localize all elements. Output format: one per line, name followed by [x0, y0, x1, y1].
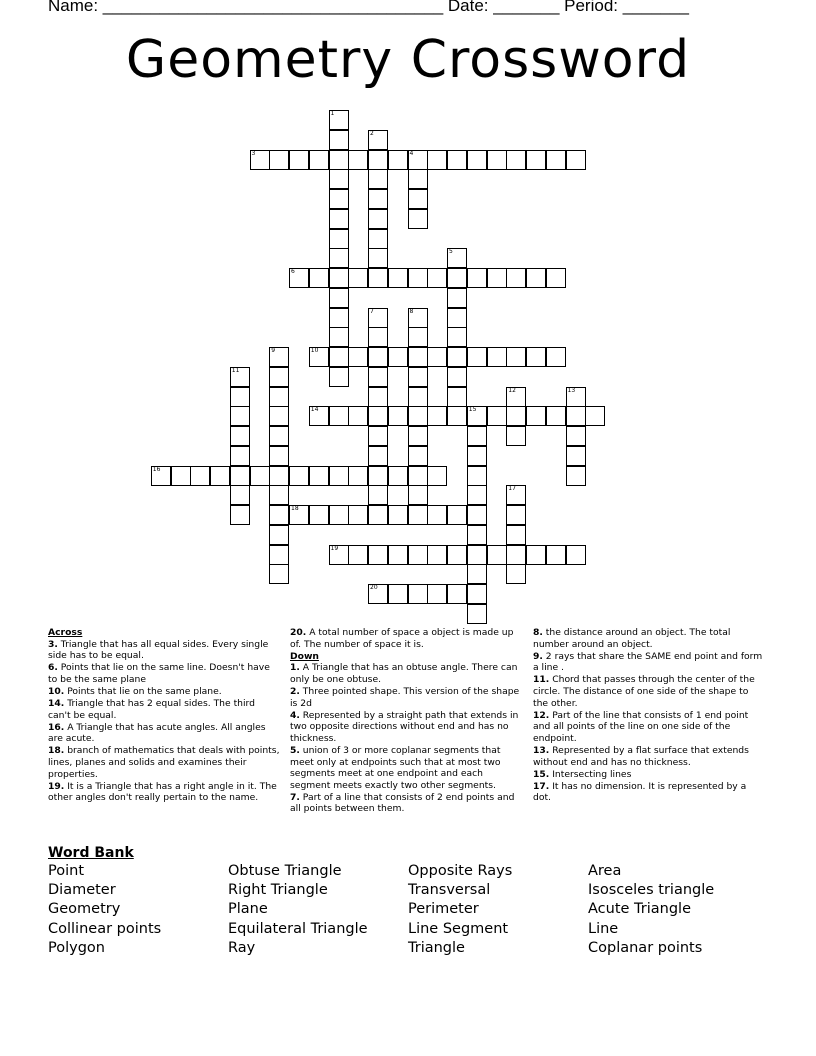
- clue-number-label: 2: [370, 129, 374, 137]
- clue-number-label: 9: [271, 347, 276, 354]
- crossword-cell[interactable]: [250, 466, 270, 486]
- word-bank-item: Area: [588, 863, 622, 879]
- word-bank-item: Line Segment: [408, 920, 509, 937]
- crossword-cell[interactable]: [427, 584, 447, 604]
- word-bank-title: Word Bank: [48, 845, 134, 861]
- clue-number-label: 1: [330, 110, 335, 117]
- clue-number: 10.: [48, 685, 65, 697]
- crossword-cell[interactable]: [329, 545, 349, 565]
- crossword-cell[interactable]: [467, 150, 487, 170]
- crossword-cell[interactable]: [309, 268, 329, 288]
- crossword-cell[interactable]: [289, 505, 309, 525]
- word-bank-item: Perimeter: [408, 901, 479, 918]
- crossword-cell[interactable]: [329, 130, 349, 150]
- crossword-cell[interactable]: [269, 387, 289, 407]
- crossword-cell[interactable]: [368, 150, 388, 170]
- crossword-cell[interactable]: [368, 485, 388, 505]
- crossword-cell[interactable]: [447, 288, 467, 308]
- crossword-cell[interactable]: [566, 466, 586, 486]
- crossword-cell[interactable]: [467, 466, 487, 486]
- page-title: Geometry Crossword: [125, 30, 691, 90]
- crossword-cell[interactable]: [447, 248, 467, 268]
- crossword-cell[interactable]: [408, 426, 428, 446]
- clue-number-label: 15: [468, 406, 477, 414]
- crossword-cell[interactable]: [329, 288, 349, 308]
- crossword-cell[interactable]: [348, 545, 368, 565]
- crossword-cell[interactable]: [269, 426, 289, 446]
- crossword-cell[interactable]: [269, 367, 289, 387]
- clue-item: [290, 710, 524, 745]
- clue-text: A Triangle that has an obtuse angle. There can only be one obtuse.: [290, 662, 518, 685]
- word-bank-column-2: [228, 862, 368, 958]
- crossword-cell[interactable]: [329, 209, 349, 229]
- clue-text: Part of the line that consists of 1 end point and all points of the line on one side of the endpoint.: [533, 709, 749, 744]
- crossword-cell[interactable]: [447, 584, 467, 604]
- crossword-cell[interactable]: [269, 525, 289, 545]
- crossword-cell[interactable]: [329, 367, 349, 387]
- crossword-cell[interactable]: [447, 308, 467, 328]
- crossword-cell[interactable]: [427, 150, 447, 170]
- crossword-cell[interactable]: [329, 308, 349, 328]
- crossword-cell[interactable]: [388, 584, 408, 604]
- crossword-cell[interactable]: [566, 150, 586, 170]
- name-date-period-line: Name: ____________________________________ Date: _______ Period: _______: [48, 0, 689, 15]
- crossword-cell[interactable]: [408, 545, 428, 565]
- crossword-cell[interactable]: [447, 150, 467, 170]
- clue-item: [48, 745, 280, 780]
- clue-number: 15.: [533, 768, 550, 780]
- clue-number-label: 6: [291, 268, 295, 275]
- crossword-cell[interactable]: [467, 268, 487, 288]
- clue-item: [533, 674, 763, 709]
- crossword-cell[interactable]: [368, 505, 388, 525]
- crossword-cell[interactable]: [368, 367, 388, 387]
- crossword-cell[interactable]: [289, 466, 309, 486]
- clue-text: Triangle that has 2 equal sides. The third can't be equal.: [48, 698, 256, 721]
- crossword-cell[interactable]: [427, 347, 447, 367]
- crossword-cell[interactable]: [309, 466, 329, 486]
- crossword-cell[interactable]: [368, 169, 388, 189]
- crossword-cell[interactable]: [230, 485, 250, 505]
- crossword-cell[interactable]: [546, 150, 566, 170]
- crossword-cell[interactable]: [269, 347, 289, 367]
- crossword-cell[interactable]: [467, 564, 487, 584]
- clue-column-2: [290, 627, 524, 816]
- crossword-cell[interactable]: [447, 367, 467, 387]
- crossword-cell[interactable]: [447, 327, 467, 347]
- crossword-cell[interactable]: [329, 466, 349, 486]
- crossword-cell[interactable]: [447, 347, 467, 367]
- crossword-cell[interactable]: [329, 169, 349, 189]
- word-bank-item: Point: [48, 863, 85, 879]
- crossword-cell[interactable]: [566, 545, 586, 565]
- clue-text: the distance around an object. The total number around an object.: [533, 627, 731, 650]
- clue-item: [533, 651, 763, 674]
- crossword-cell[interactable]: [368, 308, 388, 328]
- crossword-cell[interactable]: [467, 426, 487, 446]
- crossword-cell[interactable]: [487, 545, 507, 565]
- crossword-cell[interactable]: [408, 485, 428, 505]
- clue-text: Points that lie on the same plane.: [64, 685, 222, 697]
- crossword-cell[interactable]: [368, 268, 388, 288]
- crossword-cell[interactable]: [269, 485, 289, 505]
- word-bank-item: Obtuse Triangle: [228, 863, 342, 879]
- crossword-cell[interactable]: [427, 268, 447, 288]
- crossword-cell[interactable]: [329, 110, 349, 130]
- clue-number: 5.: [290, 744, 300, 756]
- crossword-cell[interactable]: [329, 189, 349, 209]
- crossword-cell[interactable]: [190, 466, 210, 486]
- clue-number-label: 8: [409, 307, 414, 315]
- crossword-cell[interactable]: [487, 406, 507, 426]
- word-bank-item: Ray: [228, 939, 256, 956]
- crossword-cell[interactable]: [329, 229, 349, 249]
- clue-number: 16.: [48, 721, 65, 733]
- crossword-cell[interactable]: [487, 347, 507, 367]
- crossword-cell[interactable]: [427, 466, 447, 486]
- crossword-cell[interactable]: [566, 387, 586, 407]
- word-bank-item: Acute Triangle: [588, 901, 691, 918]
- clue-text: It is a Triangle that has a right angle in it. The other angles don't really pertain to the name.: [48, 780, 277, 804]
- clue-number-label: 10: [310, 347, 319, 354]
- clue-text: 2 rays that share the SAME end point and form a line .: [533, 650, 763, 674]
- clue-item: [533, 781, 763, 804]
- clue-column-1: [48, 627, 280, 804]
- crossword-cell[interactable]: [506, 525, 526, 545]
- crossword-cell[interactable]: [230, 406, 250, 426]
- clue-number-label: 19: [330, 544, 339, 552]
- crossword-cell[interactable]: [230, 466, 250, 486]
- clue-number: 8.: [533, 627, 543, 638]
- crossword-cell[interactable]: [368, 406, 388, 426]
- crossword-cell[interactable]: [329, 327, 349, 347]
- crossword-cell[interactable]: [368, 327, 388, 347]
- crossword-cell[interactable]: [506, 387, 526, 407]
- clue-item: [290, 745, 524, 791]
- crossword-cell[interactable]: [467, 347, 487, 367]
- clue-number: 7.: [290, 791, 300, 803]
- clue-number: 11.: [533, 674, 550, 686]
- crossword-cell[interactable]: [546, 268, 566, 288]
- crossword-cell[interactable]: [368, 446, 388, 466]
- clue-text: Represented by a straight path that extends in two opposite directions without end and has no thickness.: [290, 709, 519, 744]
- crossword-cell[interactable]: [348, 150, 368, 170]
- crossword-cell[interactable]: [329, 347, 349, 367]
- crossword-cell[interactable]: [467, 406, 487, 426]
- crossword-cell[interactable]: [408, 584, 428, 604]
- clue-text: It has no dimension. It is represented by a dot.: [533, 780, 747, 804]
- clue-text: Chord that passes through the center of the circle. The distance of one side of the shape to the other.: [533, 674, 755, 709]
- clue-number-label: 16: [152, 465, 161, 473]
- crossword-cell[interactable]: [309, 505, 329, 525]
- crossword-cell[interactable]: [506, 268, 526, 288]
- clue-number: 18.: [48, 745, 65, 757]
- clue-text: branch of mathematics that deals with points, lines, planes and solids and examines their properties.: [48, 745, 280, 780]
- crossword-cell[interactable]: [348, 406, 368, 426]
- crossword-cell[interactable]: [467, 505, 487, 525]
- clue-number-label: 11: [231, 366, 240, 374]
- crossword-cell[interactable]: [467, 485, 487, 505]
- crossword-cell[interactable]: [210, 466, 230, 486]
- crossword-cell[interactable]: [408, 505, 428, 525]
- crossword-cell[interactable]: [427, 545, 447, 565]
- crossword-cell[interactable]: [447, 406, 467, 426]
- clue-number-label: 3: [251, 149, 256, 157]
- crossword-cell[interactable]: [526, 545, 546, 565]
- crossword-cell[interactable]: [408, 347, 428, 367]
- crossword-cell[interactable]: [447, 268, 467, 288]
- clue-text: Three pointed shape. This version of the shape is 2d: [290, 685, 520, 709]
- clue-text: A total number of space a object is made up of. The number of space it is.: [290, 627, 514, 650]
- clue-item: [48, 662, 280, 685]
- crossword-cell[interactable]: [408, 150, 428, 170]
- crossword-cell[interactable]: [467, 545, 487, 565]
- crossword-cell[interactable]: [447, 545, 467, 565]
- clue-number: 12.: [533, 709, 550, 721]
- crossword-cell[interactable]: [348, 466, 368, 486]
- crossword-cell[interactable]: [388, 406, 408, 426]
- clue-number-label: 17: [508, 485, 516, 493]
- crossword-cell[interactable]: [388, 545, 408, 565]
- word-bank-item: Transversal: [408, 882, 491, 899]
- crossword-cell[interactable]: [388, 505, 408, 525]
- crossword-cell[interactable]: [506, 545, 526, 565]
- crossword-cell[interactable]: [329, 150, 349, 170]
- crossword-cell[interactable]: [447, 387, 467, 407]
- crossword-cell[interactable]: [329, 248, 349, 268]
- crossword-cell[interactable]: [368, 426, 388, 446]
- crossword-cell[interactable]: [368, 189, 388, 209]
- crossword-cell[interactable]: [408, 387, 428, 407]
- crossword-cell[interactable]: [506, 347, 526, 367]
- crossword-cell[interactable]: [368, 387, 388, 407]
- clue-number: 1.: [290, 662, 300, 674]
- clue-number: 17.: [533, 780, 550, 792]
- crossword-cell[interactable]: [408, 327, 428, 347]
- crossword-cell[interactable]: [467, 446, 487, 466]
- clue-number-label: 13: [567, 386, 576, 394]
- word-bank-column-1: [48, 862, 161, 958]
- clue-text: Points that lie on the same line. Doesn't have to be the same plane: [48, 662, 270, 685]
- clue-section-heading: Down: [290, 650, 319, 662]
- word-bank-item: Right Triangle: [228, 882, 328, 899]
- crossword-cell[interactable]: [348, 505, 368, 525]
- crossword-cell[interactable]: [250, 150, 270, 170]
- word-bank-column-4: [588, 862, 714, 958]
- crossword-cell[interactable]: [487, 268, 507, 288]
- clue-number-label: 4: [409, 149, 414, 157]
- clue-number: 4.: [290, 709, 300, 721]
- crossword-cell[interactable]: [487, 150, 507, 170]
- clue-number: 20.: [290, 627, 307, 638]
- crossword-cell[interactable]: [348, 268, 368, 288]
- word-bank-item: Plane: [228, 901, 268, 918]
- crossword-cell[interactable]: [408, 466, 428, 486]
- clue-item: [533, 769, 763, 781]
- word-bank-column-3: [408, 862, 512, 958]
- clue-item: [48, 781, 280, 804]
- crossword-cell[interactable]: [526, 268, 546, 288]
- crossword-cell[interactable]: [408, 308, 428, 328]
- crossword-cell[interactable]: [230, 505, 250, 525]
- crossword-cell[interactable]: [368, 229, 388, 249]
- word-bank-item: Line: [588, 920, 619, 937]
- clue-item: [533, 745, 763, 768]
- clue-number-label: 12: [508, 386, 516, 394]
- crossword-cell[interactable]: [368, 545, 388, 565]
- crossword-cell[interactable]: [467, 604, 487, 624]
- clue-text: Represented by a flat surface that extends without end and has no thickness.: [533, 744, 749, 768]
- crossword-cell[interactable]: [467, 584, 487, 604]
- clue-text: A Triangle that has acute angles. All angles are acute.: [48, 721, 266, 745]
- crossword-cell[interactable]: [506, 564, 526, 584]
- crossword-cell[interactable]: [408, 209, 428, 229]
- clue-number-label: 18: [291, 505, 299, 512]
- crossword-cell[interactable]: [526, 406, 546, 426]
- clue-column-3: [533, 627, 763, 804]
- crossword-cell[interactable]: [171, 466, 191, 486]
- word-bank-item: Opposite Rays: [408, 863, 513, 879]
- crossword-cell[interactable]: [408, 169, 428, 189]
- crossword-cell[interactable]: [388, 150, 408, 170]
- crossword-cell[interactable]: [408, 367, 428, 387]
- crossword-cell[interactable]: [309, 150, 329, 170]
- crossword-cell[interactable]: [546, 545, 566, 565]
- clue-number: 3.: [48, 638, 58, 650]
- clue-number-label: 20: [370, 584, 378, 591]
- clue-number: 6.: [48, 662, 58, 674]
- word-bank-item: Coplanar points: [588, 939, 703, 956]
- clue-item: [290, 662, 524, 685]
- crossword-cell[interactable]: [368, 466, 388, 486]
- crossword-cell[interactable]: [269, 446, 289, 466]
- crossword-cell[interactable]: [506, 505, 526, 525]
- clue-number: 2.: [290, 685, 300, 697]
- crossword-cell[interactable]: [230, 367, 250, 387]
- clue-text: Triangle that has all equal sides. Every single side has to be equal.: [48, 638, 269, 662]
- crossword-cell[interactable]: [230, 426, 250, 446]
- crossword-cell[interactable]: [289, 268, 309, 288]
- crossword-cell[interactable]: [269, 545, 289, 565]
- word-bank-item: Geometry: [48, 901, 121, 918]
- crossword-cell[interactable]: [408, 406, 428, 426]
- crossword-cell[interactable]: [269, 466, 289, 486]
- crossword-cell[interactable]: [269, 150, 289, 170]
- crossword-cell[interactable]: [506, 485, 526, 505]
- crossword-cell[interactable]: [230, 387, 250, 407]
- crossword-cell[interactable]: [269, 564, 289, 584]
- clue-item: [290, 686, 524, 709]
- word-bank-item: Polygon: [48, 939, 105, 956]
- crossword-cell[interactable]: [329, 505, 349, 525]
- clue-number: 14.: [48, 698, 65, 710]
- crossword-cell[interactable]: [368, 130, 388, 150]
- crossword-cell[interactable]: [546, 406, 566, 426]
- crossword-cell[interactable]: [526, 347, 546, 367]
- crossword-cell[interactable]: [368, 248, 388, 268]
- crossword-cell[interactable]: [329, 406, 349, 426]
- clue-item: [48, 686, 280, 698]
- clue-item: [533, 627, 763, 650]
- crossword-cell[interactable]: [566, 426, 586, 446]
- crossword-cell[interactable]: [230, 446, 250, 466]
- crossword-cell[interactable]: [368, 209, 388, 229]
- crossword-cell[interactable]: [368, 584, 388, 604]
- clue-item: [533, 710, 763, 745]
- crossword-cell[interactable]: [269, 406, 289, 426]
- clue-text: Part of a line that consists of 2 end points and all points between them.: [290, 791, 515, 815]
- clue-number: 13.: [533, 744, 550, 756]
- clue-text: Intersecting lines: [549, 768, 632, 780]
- clue-item: [48, 722, 280, 745]
- crossword-cell[interactable]: [151, 466, 171, 486]
- clue-item: [290, 792, 524, 815]
- word-bank-item: Isosceles triangle: [588, 882, 715, 899]
- word-bank-item: Diameter: [48, 882, 116, 899]
- crossword-cell[interactable]: [447, 505, 467, 525]
- crossword-cell[interactable]: [329, 268, 349, 288]
- clue-number-label: 7: [370, 307, 374, 315]
- clue-number: 19.: [48, 780, 65, 792]
- crossword-cell[interactable]: [506, 150, 526, 170]
- clue-text: union of 3 or more coplanar segments that meet only at endpoints such that at most two segments meet at one endpoint and each segment meets exactly two other segments.: [290, 744, 501, 791]
- crossword-cell[interactable]: [269, 505, 289, 525]
- crossword-cell[interactable]: [309, 406, 329, 426]
- crossword-cell[interactable]: [585, 406, 605, 426]
- clue-number-label: 14: [310, 406, 319, 414]
- word-bank-item: Triangle: [408, 939, 465, 956]
- crossword-cell[interactable]: [289, 150, 309, 170]
- clue-item: [48, 698, 280, 721]
- crossword-cell[interactable]: [427, 406, 447, 426]
- crossword-cell[interactable]: [408, 446, 428, 466]
- clue-item: [290, 627, 524, 650]
- clue-number: 9.: [533, 650, 543, 662]
- crossword-cell[interactable]: [388, 466, 408, 486]
- crossword-cell[interactable]: [309, 347, 329, 367]
- crossword-cell[interactable]: [408, 189, 428, 209]
- crossword-cell[interactable]: [526, 150, 546, 170]
- word-bank-item: Collinear points: [48, 920, 162, 937]
- crossword-cell[interactable]: [506, 406, 526, 426]
- clue-section-heading: Across: [48, 627, 83, 638]
- word-bank-item: Equilateral Triangle: [228, 920, 368, 937]
- crossword-cell[interactable]: [566, 406, 586, 426]
- clue-item: [48, 639, 280, 662]
- crossword-cell[interactable]: [566, 446, 586, 466]
- crossword-cell[interactable]: [546, 347, 566, 367]
- clue-number-label: 5: [449, 248, 453, 256]
- crossword-cell[interactable]: [388, 268, 408, 288]
- crossword-cell[interactable]: [368, 347, 388, 367]
- crossword-cell[interactable]: [506, 426, 526, 446]
- crossword-cell[interactable]: [388, 347, 408, 367]
- crossword-cell[interactable]: [348, 347, 368, 367]
- crossword-cell[interactable]: [408, 268, 428, 288]
- crossword-cell[interactable]: [467, 525, 487, 545]
- crossword-cell[interactable]: [427, 505, 447, 525]
